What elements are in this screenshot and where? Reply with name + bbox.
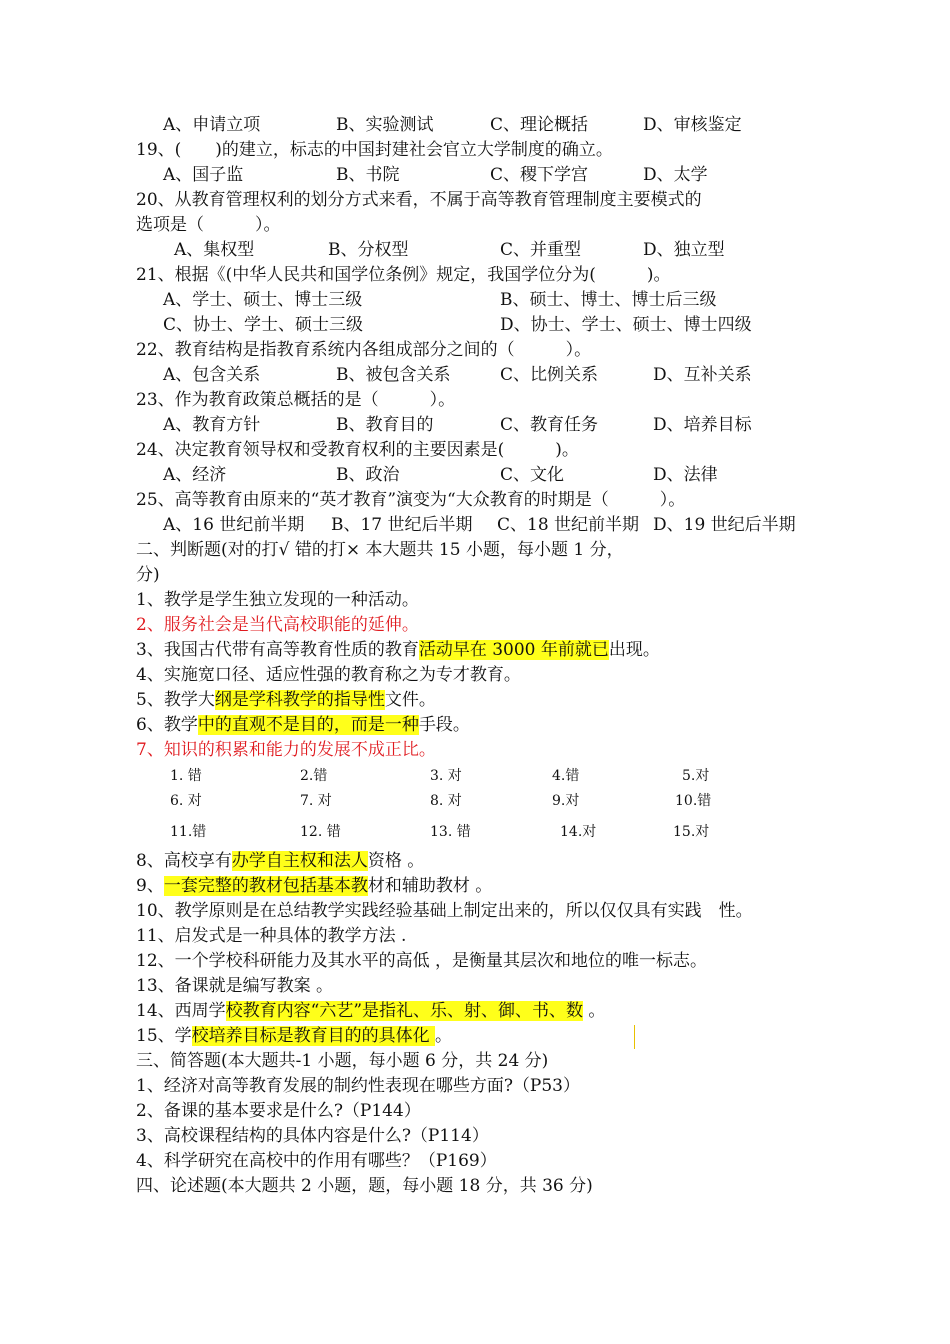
section3-item-4: 4、科学研究在高校中的作用有哪些？（P169） (136, 1151, 497, 1171)
tf-item-14-part3: 。 (583, 1001, 606, 1021)
section3-title: 三、简答题(本大题共-1 小题，每小题 6 分，共 24 分) (136, 1051, 549, 1071)
tf-item-6 (136, 714, 470, 736)
tf-item-2: 2、服务社会是当代高校职能的延伸。 (136, 615, 419, 635)
q24-stem: 24、决定教育领导权和受教育权利的主要因素是( )。 (136, 440, 579, 460)
tf-item-15 (136, 1025, 452, 1047)
tf-item-5 (136, 689, 436, 711)
q21-option-d: D、协士、学士、硕士、博士四级 (500, 315, 752, 335)
answer-cell: 3. 对 (430, 768, 462, 784)
q19-option-c: C、稷下学宫 (490, 165, 589, 185)
tf-item-9-part1: 9、 (136, 876, 164, 896)
q24-option-b: B、政治 (336, 465, 400, 485)
answer-cell: 1. 错 (170, 768, 202, 784)
tf-item-5-part3: 文件。 (384, 690, 436, 710)
q22-option-d: D、互补关系 (653, 365, 752, 385)
q19-option-a: A、国子监 (163, 165, 244, 185)
section4-title: 四、论述题(本大题共 2 小题，题，每小题 18 分，共 36 分) (136, 1176, 593, 1196)
tf-item-3 (136, 639, 660, 661)
tf-item-6-part3: 手段。 (418, 715, 470, 735)
tf-item-15-part3: 。 (435, 1026, 453, 1046)
q23-stem: 23、作为教育政策总概括的是（ ）。 (136, 390, 456, 410)
q20-stem-line1: 20、从教育管理权利的划分方式来看，不属于高等教育管理制度主要模式的 (136, 190, 702, 210)
q23-option-a: A、教育方针 (163, 415, 261, 435)
q20-option-d: D、独立型 (643, 240, 725, 260)
q19-stem: 19、( )的建立，标志的中国封建社会官立大学制度的确立。 (136, 140, 613, 160)
tf-item-9-highlight: 一套完整的教材包括基本教 (163, 876, 368, 896)
section2-title-line2: 分) (136, 565, 160, 585)
tf-item-5-highlight: 纲是学科教学的指导性 (214, 690, 385, 710)
section3-item-2: 2、备课的基本要求是什么?（P144） (136, 1101, 421, 1121)
tf-item-11: 11、启发式是一种具体的教学方法 . (136, 926, 407, 946)
tf-item-8-part3: 资格 。 (367, 851, 425, 871)
tf-item-13: 13、备课就是编写教案 。 (136, 976, 334, 996)
q21-option-b: B、硕士、博士、博士后三级 (500, 290, 717, 310)
q22-option-c: C、比例关系 (500, 365, 599, 385)
q18-option-d: D、审核鉴定 (643, 115, 742, 135)
q23-option-d: D、培养目标 (653, 415, 752, 435)
q20-option-a: A、集权型 (174, 240, 255, 260)
tf-item-3-highlight: 活动早在 3000 年前就已 (418, 640, 609, 660)
q21-option-a: A、学士、硕士、博士三级 (163, 290, 363, 310)
tf-item-6-highlight: 中的直观不是目的，而是一种 (197, 715, 419, 735)
q20-option-b: B、分权型 (328, 240, 409, 260)
q24-option-c: C、文化 (500, 465, 565, 485)
q20-option-c: C、并重型 (500, 240, 582, 260)
tf-item-5-part1: 5、教学大 (136, 690, 215, 710)
answer-cell: 11.错 (170, 824, 207, 840)
q24-option-a: A、经济 (163, 465, 227, 485)
q21-stem: 21、根据《(中华人民共和国学位条例》规定，我国学位分为( )。 (136, 265, 671, 285)
tf-item-3-part3: 出现。 (608, 640, 660, 660)
q23-option-c: C、教育任务 (500, 415, 599, 435)
text-cursor (634, 1025, 635, 1049)
q24-option-d: D、法律 (653, 465, 718, 485)
answer-cell: 15.对 (673, 824, 710, 840)
tf-item-6-part1: 6、教学 (136, 715, 198, 735)
q21-option-c: C、协士、学士、硕士三级 (163, 315, 364, 335)
q25-option-c: C、18 世纪前半期 (497, 515, 640, 535)
answer-cell: 4.错 (552, 768, 580, 784)
q22-option-b: B、被包含关系 (336, 365, 451, 385)
section3-item-3: 3、高校课程结构的具体内容是什么?（P114） (136, 1126, 489, 1146)
answer-cell: 8. 对 (430, 793, 462, 809)
tf-item-3-part1: 3、我国古代带有高等教育性质的教育 (136, 640, 419, 660)
tf-item-14 (136, 1000, 605, 1022)
answer-cell: 7. 对 (300, 793, 332, 809)
q18-option-b: B、实验测试 (336, 115, 434, 135)
answer-cell: 13. 错 (430, 824, 471, 840)
tf-item-14-part1: 14、西周学 (136, 1001, 226, 1021)
q22-option-a: A、包含关系 (163, 365, 261, 385)
tf-item-1: 1、教学是学生独立发现的一种活动。 (136, 590, 419, 610)
tf-item-10: 10、教学原则是在总结教学实践经验基础上制定出来的，所以仅仅具有实践 性。 (136, 901, 753, 921)
q25-option-a: A、16 世纪前半期 (163, 515, 305, 535)
answer-cell: 2.错 (300, 768, 328, 784)
answer-cell: 9.对 (552, 793, 580, 809)
q19-option-d: D、太学 (643, 165, 708, 185)
tf-item-15-part1: 15、学 (136, 1026, 192, 1046)
q20-stem-line2: 选项是（ ）。 (136, 215, 281, 235)
answer-cell: 14.对 (560, 824, 597, 840)
tf-item-7: 7、知识的积累和能力的发展不成正比。 (136, 740, 436, 760)
tf-item-4: 4、实施宽口径、适应性强的教育称之为专才教育。 (136, 665, 521, 685)
tf-item-8 (136, 850, 424, 872)
tf-item-15-highlight: 校培养目标是教育目的的具体化 (191, 1026, 436, 1046)
q18-option-c: C、理论概括 (490, 115, 589, 135)
q18-option-a: A、申请立项 (163, 115, 261, 135)
q22-stem: 22、教育结构是指教育系统内各组成部分之间的（ ）。 (136, 340, 592, 360)
q19-option-b: B、书院 (336, 165, 400, 185)
answer-cell: 10.错 (675, 793, 712, 809)
q25-option-b: B、17 世纪后半期 (331, 515, 473, 535)
q25-stem: 25、高等教育由原来的“英才教育”演变为“大众教育的时期是（ ）。 (136, 490, 686, 510)
section3-item-1: 1、经济对高等教育发展的制约性表现在哪些方面?（P53） (136, 1076, 580, 1096)
answer-cell: 12. 错 (300, 824, 341, 840)
tf-item-14-highlight: 校教育内容“六艺”是指礼、乐、射、御、书、数 (225, 1001, 584, 1021)
q23-option-b: B、教育目的 (336, 415, 434, 435)
tf-item-8-highlight: 办学自主权和法人 (231, 851, 368, 871)
answer-cell: 6. 对 (170, 793, 202, 809)
tf-item-8-part1: 8、高校享有 (136, 851, 232, 871)
section2-title-line1: 二、判断题(对的打√ 错的打× 本大题共 15 小题，每小题 1 分， (136, 540, 624, 560)
answer-cell: 5.对 (682, 768, 710, 784)
q25-option-d: D、19 世纪后半期 (653, 515, 796, 535)
tf-item-12: 12、一个学校科研能力及其水平的高低 ，是衡量其层次和地位的唯一标志。 (136, 951, 708, 971)
tf-item-9-part3: 材和辅助教材 。 (367, 876, 493, 896)
tf-item-9 (136, 875, 492, 897)
